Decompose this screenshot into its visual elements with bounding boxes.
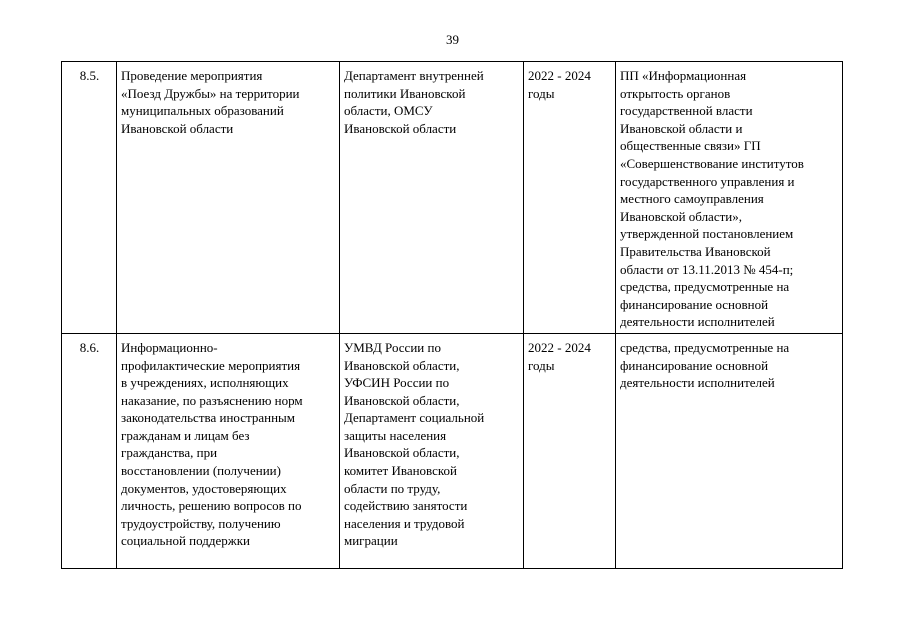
executor-cell: Департамент внутренней политики Ивановской области, ОМСУ Ивановской области xyxy=(340,62,524,334)
item-number-cell: 8.5. xyxy=(62,62,117,334)
funding-source-cell: средства, предусмотренные на финансирование основной деятельности исполнителей xyxy=(616,333,843,568)
term-cell: 2022 - 2024 годы xyxy=(524,333,616,568)
activity-plan-table xyxy=(61,61,843,569)
event-description-cell: Проведение мероприятия «Поезд Дружбы» на территории муниципальных образований Ивановской области xyxy=(117,62,340,334)
page-number: 39 xyxy=(446,32,459,47)
event-description-cell: Информационно- профилактические мероприятия в учреждениях, исполняющих наказание, по разъяснению норм законодательства иностранным гражданам и лицам без гражданства, при восстановлении (получении) документов, удостоверяющих личность, решению вопросов по трудоустройству, получению социальной поддержки xyxy=(117,333,340,568)
term-cell: 2022 - 2024 годы xyxy=(524,62,616,334)
executor-cell: УМВД России по Ивановской области, УФСИН России по Ивановской области, Департамент социальной защиты населения Ивановской области, комитет Ивановской области по труду, содействию занятости населения и трудовой миграции xyxy=(340,333,524,568)
table-row xyxy=(62,62,843,334)
funding-source-cell: ПП «Информационная открытость органов государственной власти Ивановской области и общественные связи» ГП «Совершенствование институтов государственного управления и местного самоуправления Ивановской области», утвержденной постановлением Правительства Ивановской области от 13.11.2013 № 454-п; средства, предусмотренные на финансирование основной деятельности исполнителей xyxy=(616,62,843,334)
item-number-cell: 8.6. xyxy=(62,333,117,568)
table-row xyxy=(62,333,843,568)
